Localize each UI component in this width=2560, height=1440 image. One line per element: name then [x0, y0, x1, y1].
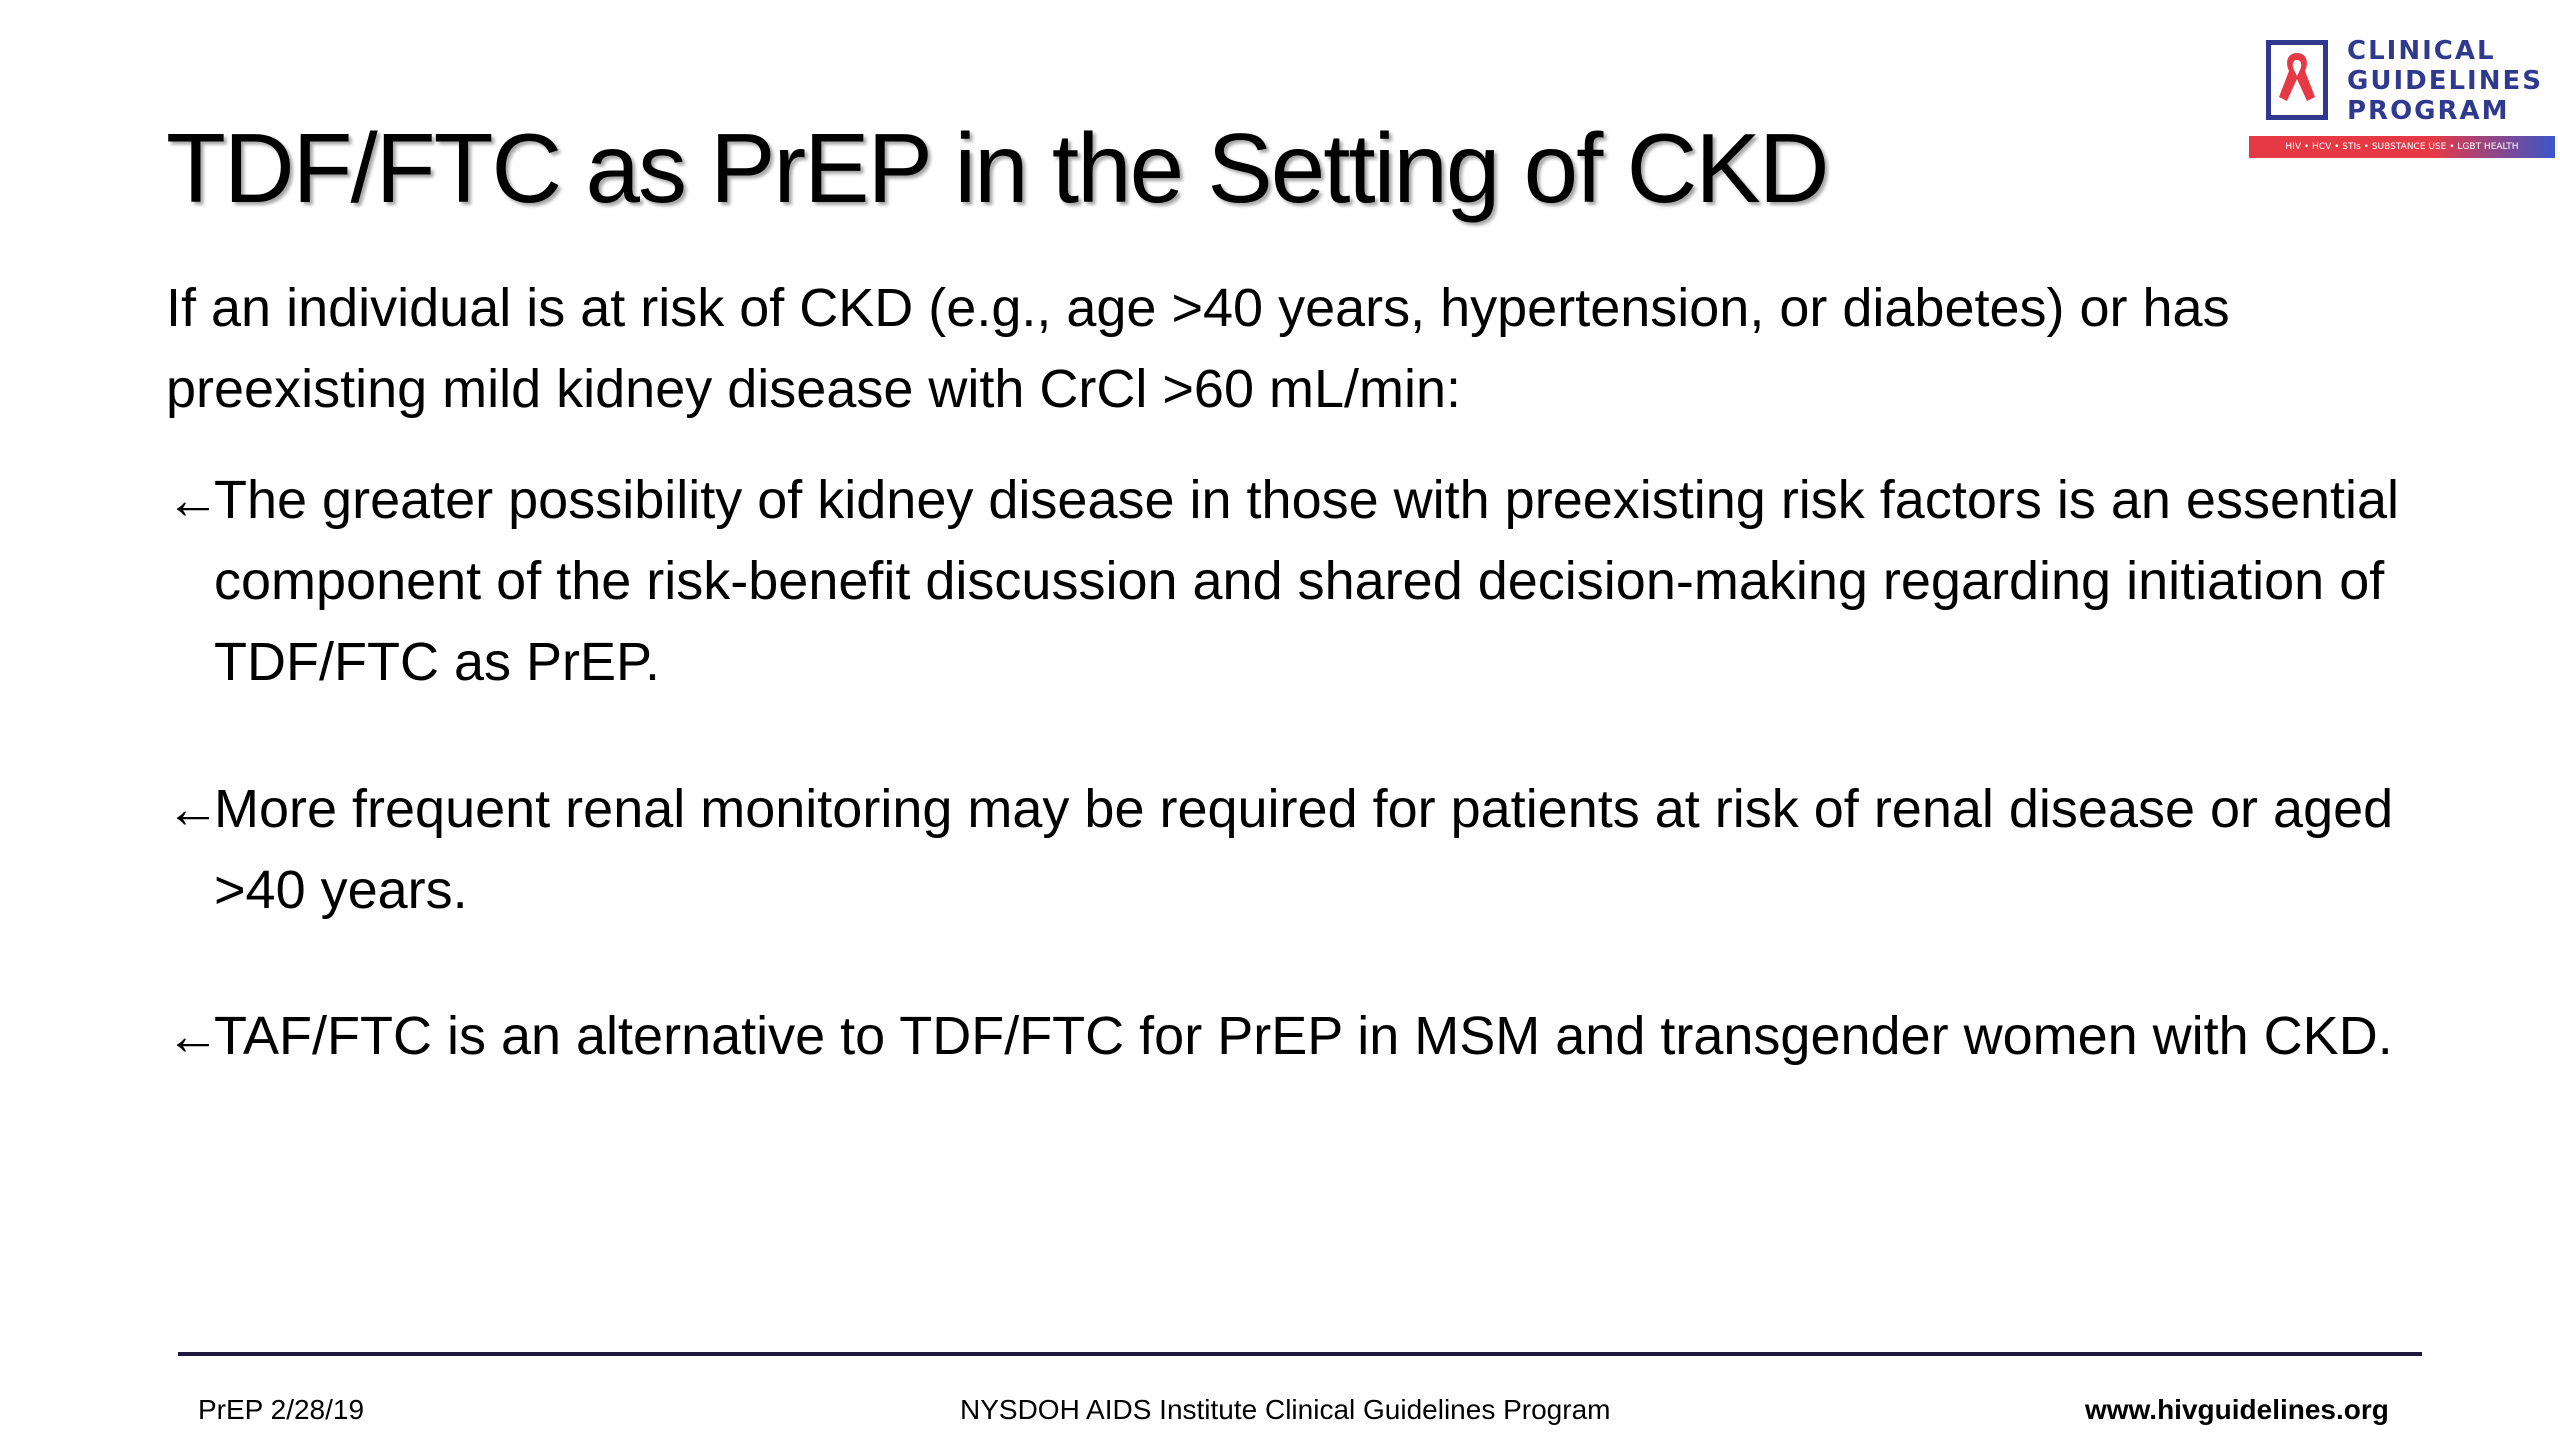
logo-wordmark [2347, 36, 2543, 126]
bullet-text: More frequent renal monitoring may be required for patients at risk of renal disease or aged >40 years. [214, 779, 2394, 920]
bullet-text: The greater possibility of kidney disease in those with preexisting risk factors is an essential component of the risk-benefit discussion and shared decision-making regarding initiation of TDF/FTC as PrEP. [214, 470, 2400, 692]
logo-line-1: CLINICAL [2347, 36, 2496, 66]
bullet-item [166, 769, 2426, 931]
logo-tagline-bar: HIV • HCV • STIs • SUBSTANCE USE • LGBT HEALTH [2249, 136, 2555, 158]
logo-line-2: GUIDELINES [2347, 66, 2543, 96]
left-arrow-icon: ← [166, 779, 220, 839]
left-arrow-icon: ← [166, 470, 220, 530]
clinical-guidelines-program-logo [2249, 36, 2555, 162]
slide-title: TDF/FTC as PrEP in the Setting of CKD [166, 113, 1828, 223]
bullet-item [166, 996, 2426, 1077]
left-arrow-icon: ← [166, 1006, 220, 1066]
footer-divider [178, 1352, 2422, 1356]
footer-website-link[interactable]: www.hivguidelines.org [2085, 1394, 2389, 1425]
logo-frame [2266, 40, 2328, 120]
bullet-item [166, 460, 2426, 703]
red-ribbon-icon [2271, 45, 2323, 115]
bullet-text: TAF/FTC is an alternative to TDF/FTC for PrEP in MSM and transgender women with CKD. [214, 1006, 2393, 1066]
footer-date: PrEP 2/28/19 [198, 1394, 365, 1425]
intro-paragraph: If an individual is at risk of CKD (e.g., age >40 years, hypertension, or diabetes) or has preexisting mild kidney disease with CrCl >60 mL/min: [166, 278, 2230, 419]
logo-line-3: PROGRAM [2347, 96, 2510, 126]
footer-program-name: NYSDOH AIDS Institute Clinical Guidelines Program [960, 1394, 1611, 1425]
